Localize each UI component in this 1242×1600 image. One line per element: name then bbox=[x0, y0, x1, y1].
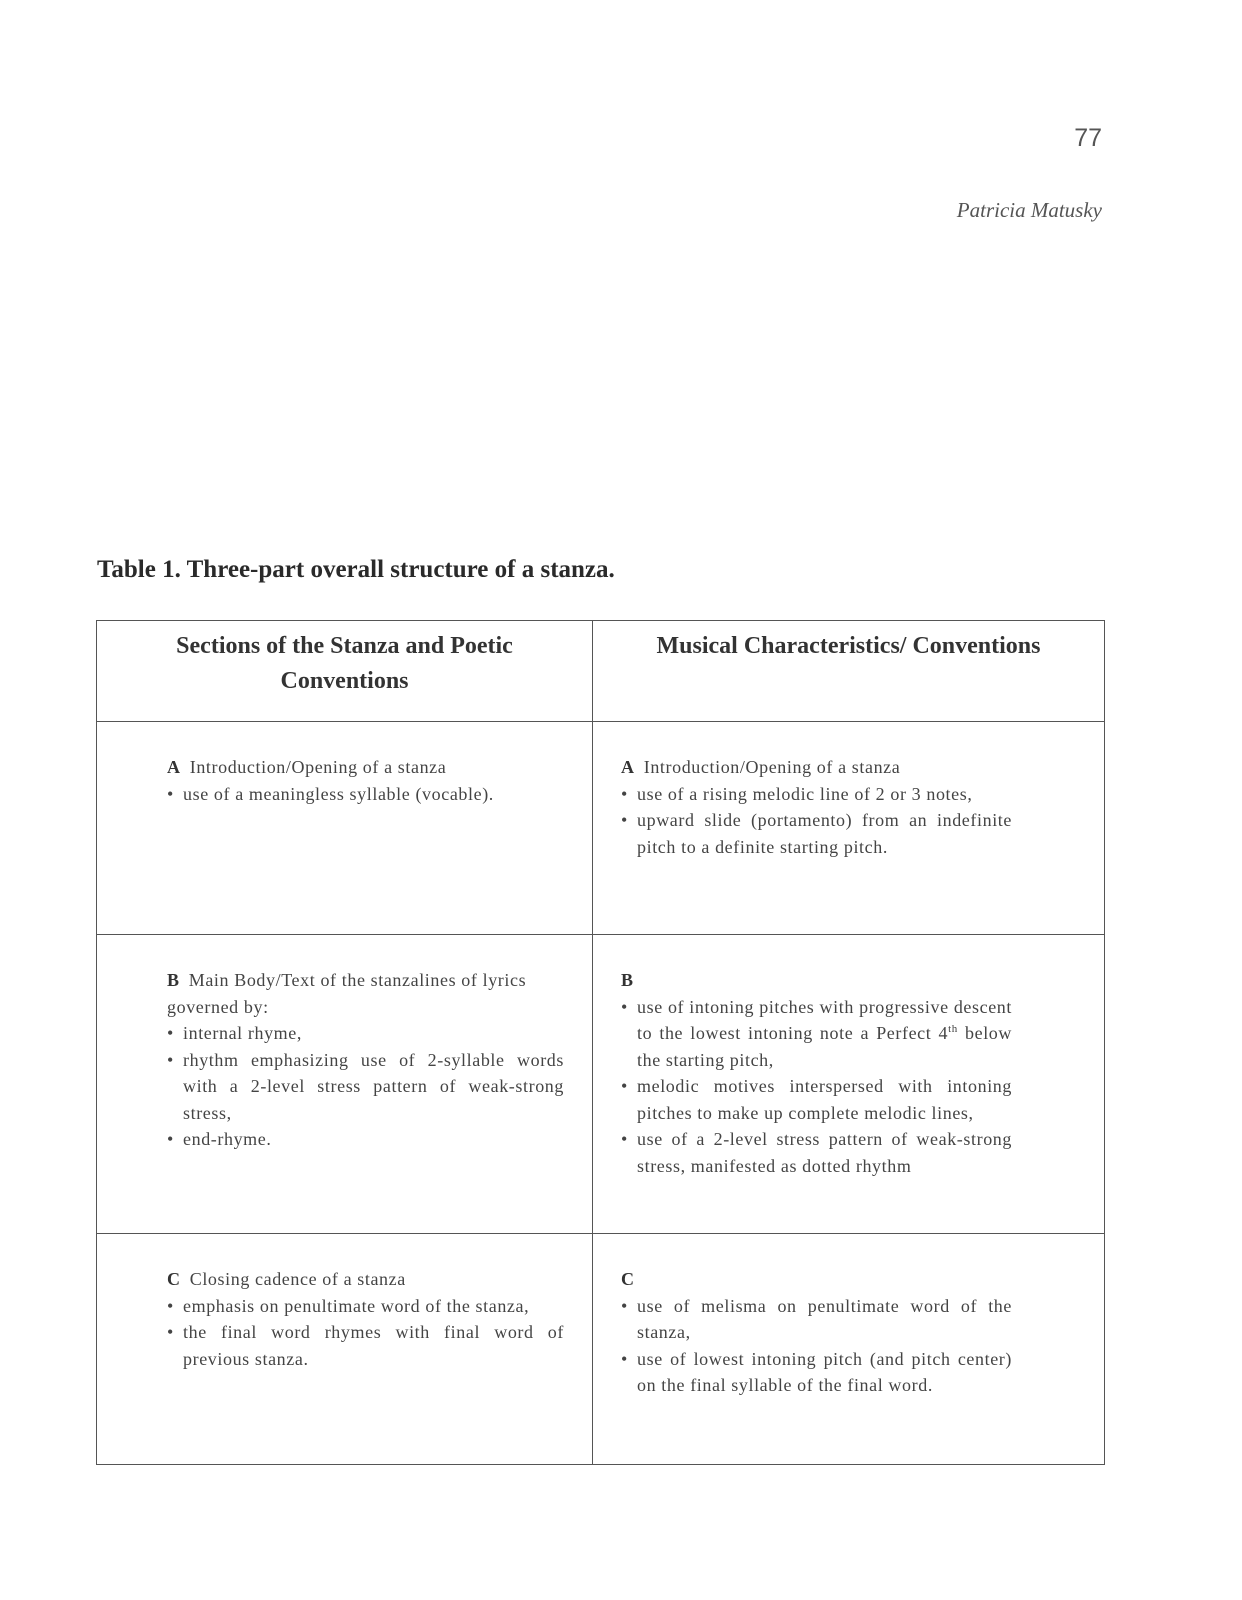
section-title: Closing cadence of a stanza bbox=[189, 1269, 406, 1289]
list-item: • emphasis on penultimate word of the stanza, bbox=[167, 1293, 564, 1320]
table-row bbox=[97, 935, 1105, 1234]
bullet-list bbox=[167, 781, 564, 808]
list-item: • use of intoning pitches with progressive descent to the lowest intoning note a Perfect 4th below the starting pitch, bbox=[621, 994, 1012, 1074]
list-item: • use of a meaningless syllable (vocable). bbox=[167, 781, 564, 808]
list-item: • use of melisma on penultimate word of the stanza, bbox=[621, 1293, 1012, 1346]
header-musical-characteristics: Musical Characteristics/ Conventions bbox=[593, 621, 1105, 722]
row-a-musical-cell bbox=[593, 722, 1105, 935]
section-heading bbox=[621, 754, 1012, 781]
section-heading bbox=[167, 1266, 564, 1293]
bullet-list bbox=[621, 1293, 1012, 1399]
page-number: 77 bbox=[1074, 124, 1102, 152]
header-poetic-conventions: Sections of the Stanza and Poetic Conventions bbox=[97, 621, 593, 722]
section-letter: A bbox=[621, 757, 635, 777]
bullet-list bbox=[621, 781, 1012, 861]
list-item: • use of a 2-level stress pattern of weak-strong stress, manifested as dotted rhythm bbox=[621, 1126, 1012, 1179]
section-letter: B bbox=[621, 970, 634, 990]
table-header-row bbox=[97, 621, 1105, 722]
bullet-list bbox=[167, 1020, 564, 1153]
table-caption: Table 1. Three-part overall structure of a stanza. bbox=[97, 556, 615, 583]
section-letter: B bbox=[167, 970, 180, 990]
list-item: • the final word rhymes with final word of previous stanza. bbox=[167, 1319, 564, 1372]
bullet-list bbox=[167, 1293, 564, 1373]
section-title: Main Body/Text of the stanzalines of lyrics governed by: bbox=[167, 970, 527, 1017]
stanza-structure-table bbox=[96, 620, 1105, 1465]
section-letter: A bbox=[167, 757, 181, 777]
section-heading bbox=[621, 1266, 1012, 1293]
row-b-poetic-cell bbox=[97, 935, 593, 1234]
list-item: • upward slide (portamento) from an indefinite pitch to a definite starting pitch. bbox=[621, 807, 1012, 860]
table-row bbox=[97, 722, 1105, 935]
list-item: • use of lowest intoning pitch (and pitch center) on the final syllable of the final word. bbox=[621, 1346, 1012, 1399]
bullet-list bbox=[621, 994, 1012, 1180]
section-title: Introduction/Opening of a stanza bbox=[189, 757, 447, 777]
section-heading bbox=[167, 967, 564, 1020]
section-letter: C bbox=[621, 1269, 635, 1289]
row-c-poetic-cell bbox=[97, 1234, 593, 1465]
author-running-head: Patricia Matusky bbox=[956, 198, 1102, 222]
list-item: • melodic motives interspersed with intoning pitches to make up complete melodic lines, bbox=[621, 1073, 1012, 1126]
row-c-musical-cell bbox=[593, 1234, 1105, 1465]
section-heading bbox=[621, 967, 1012, 994]
list-item: • internal rhyme, bbox=[167, 1020, 564, 1047]
table-row bbox=[97, 1234, 1105, 1465]
row-b-musical-cell bbox=[593, 935, 1105, 1234]
section-letter: C bbox=[167, 1269, 181, 1289]
section-heading bbox=[167, 754, 564, 781]
list-item: • rhythm emphasizing use of 2-syllable words with a 2-level stress pattern of weak-strong stress, bbox=[167, 1047, 564, 1127]
row-a-poetic-cell bbox=[97, 722, 593, 935]
list-item: • use of a rising melodic line of 2 or 3 notes, bbox=[621, 781, 1012, 808]
list-item: • end-rhyme. bbox=[167, 1126, 564, 1153]
section-title: Introduction/Opening of a stanza bbox=[643, 757, 901, 777]
